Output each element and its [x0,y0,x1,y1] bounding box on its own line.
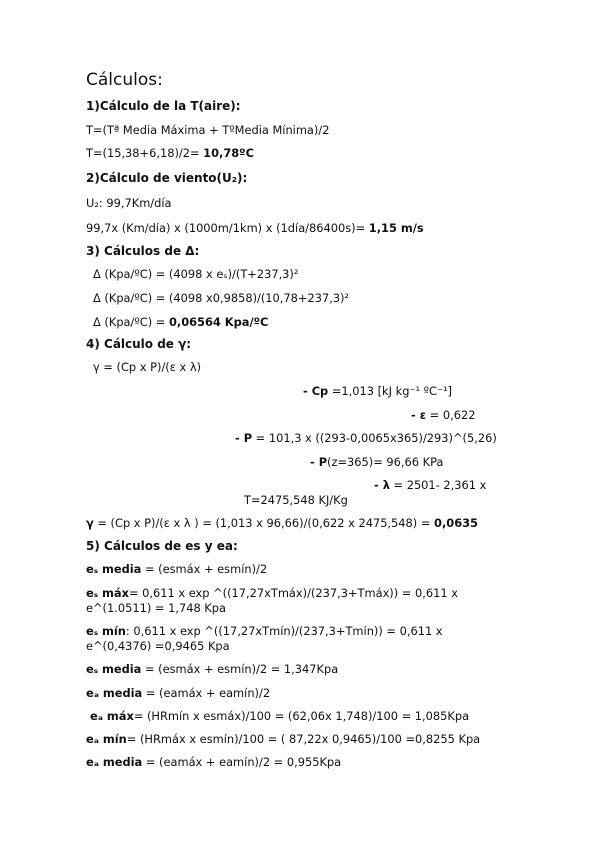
s4-lambda-label: - λ [374,478,390,492]
s5-ea-media-result [86,755,341,769]
s4-cp-value: =1,013 [kJ kg⁻¹ ºC⁻¹] [328,384,453,398]
s5-ea-max [90,709,469,723]
s3-substitution: Δ (Kpa/ºC) = (4098 x0,9858)/(10,78+237,3)² [93,291,350,305]
s4-gamma-expr: = (Cp x P)/(ε x λ ) = (1,013 x 96,66)/(0,622 x 2475,548) = [93,516,435,530]
s5-es-media-expr: = (esmáx + esmín)/2 [141,562,268,576]
s4-cp [303,384,452,398]
s3-formula: Δ (Kpa/ºC) = (4098 x eₛ)/(T+237,3)² [93,267,299,281]
s5-ea-max-label: eₐ máx [90,709,134,723]
s2-result-value: 1,15 m/s [368,221,424,235]
s3-result [93,315,268,329]
s5-es-max-expr: = 0,611 x exp ^((17,27xTmáx)/(237,3+Tmáx)) = 0,611 x [128,586,458,600]
s5-es-min [86,624,443,638]
s4-lambda [374,478,486,492]
s4-epsilon-label: - ε [411,408,427,422]
s5-es-max-label: eₛ máx [86,586,129,600]
s1-formula: T=(Tª Media Máxima + TºMedia Mínima)/2 [86,123,330,137]
s4-epsilon [411,408,475,422]
s5-ea-media-expr: = (eamáx + eamín)/2 [142,686,271,700]
s4-pressure-formula: = 101,3 x ((293-0,0065x365)/293)^(5,26) [252,431,497,445]
s4-pressure-label: - P [235,431,253,445]
page-title: Cálculos: [86,70,163,90]
s1-result [86,146,254,160]
s2-wind-value: U₂: 99,7Km/día [86,196,172,210]
s3-result-expr: Δ (Kpa/ºC) = [93,315,169,329]
section-3-heading: 3) Cálculos de Δ: [86,244,200,258]
section-4-heading: 4) Cálculo de γ: [86,337,192,351]
s5-es-max-cont: e^(1.0511) = 1,748 Kpa [86,601,226,615]
s4-epsilon-value: = 0,622 [426,408,476,422]
section-2-heading: 2)Cálculo de viento(U₂): [86,171,248,185]
section-5-heading: 5) Cálculos de es y ea: [86,539,238,553]
s5-es-media-label: eₛ media [86,562,142,576]
s5-ea-media-result-expr: = (eamáx + eamín)/2 = 0,955Kpa [142,755,342,769]
s5-ea-media-formula [86,686,270,700]
s5-ea-media-label: eₐ media [86,686,143,700]
s1-result-value: 10,78ºC [203,146,254,160]
s4-pressure-z-label: - P [310,455,328,469]
s5-ea-min-expr: = (HRmáx x esmín)/100 = ( 87,22x 0,9465)/100 =0,8255 Kpa [126,732,481,746]
s1-result-expr: T=(15,38+6,18)/2= [86,146,204,160]
section-1-heading: 1)Cálculo de la T(aire): [86,99,241,113]
s5-es-media-result [86,662,338,676]
s5-es-min-label: eₛ mín [86,624,126,638]
s5-es-min-expr: : 0,611 x exp ^((17,27xTmín)/(237,3+Tmín)) = 0,611 x [125,624,443,638]
s4-gamma-result [86,516,478,530]
s2-result-expr: 99,7x (Km/día) x (1000m/1km) x (1día/86400s)= [86,221,369,235]
s4-lambda-formula: = 2501- 2,361 x [389,478,487,492]
s4-pressure [235,431,497,445]
s5-ea-max-expr: = (HRmín x esmáx)/100 = (62,06x 1,748)/100 = 1,085Kpa [133,709,470,723]
s3-result-value: 0,06564 Kpa/ºC [168,315,269,329]
s5-es-media-formula [86,562,267,576]
s2-result [86,221,424,235]
s5-es-media-result-label: eₛ media [86,662,142,676]
s4-formula: γ = (Cp x P)/(ε x λ) [93,360,202,374]
s5-ea-media-result-label: eₐ media [86,755,143,769]
s5-es-max [86,586,458,600]
s5-ea-min [86,732,480,746]
s4-cp-label: - Cp [303,384,329,398]
s5-es-media-result-expr: = (esmáx + esmín)/2 = 1,347Kpa [141,662,339,676]
s5-ea-min-label: eₐ mín [86,732,127,746]
s4-lambda-result: T=2475,548 KJ/Kg [244,493,348,507]
s4-gamma-symbol: γ [86,516,94,530]
s4-pressure-z [310,455,443,469]
s4-pressure-z-value: (z=365)= 96,66 KPa [327,455,444,469]
s5-es-min-cont: e^(0,4376) =0,9465 Kpa [86,639,230,653]
s4-gamma-value: 0,0635 [434,516,478,530]
